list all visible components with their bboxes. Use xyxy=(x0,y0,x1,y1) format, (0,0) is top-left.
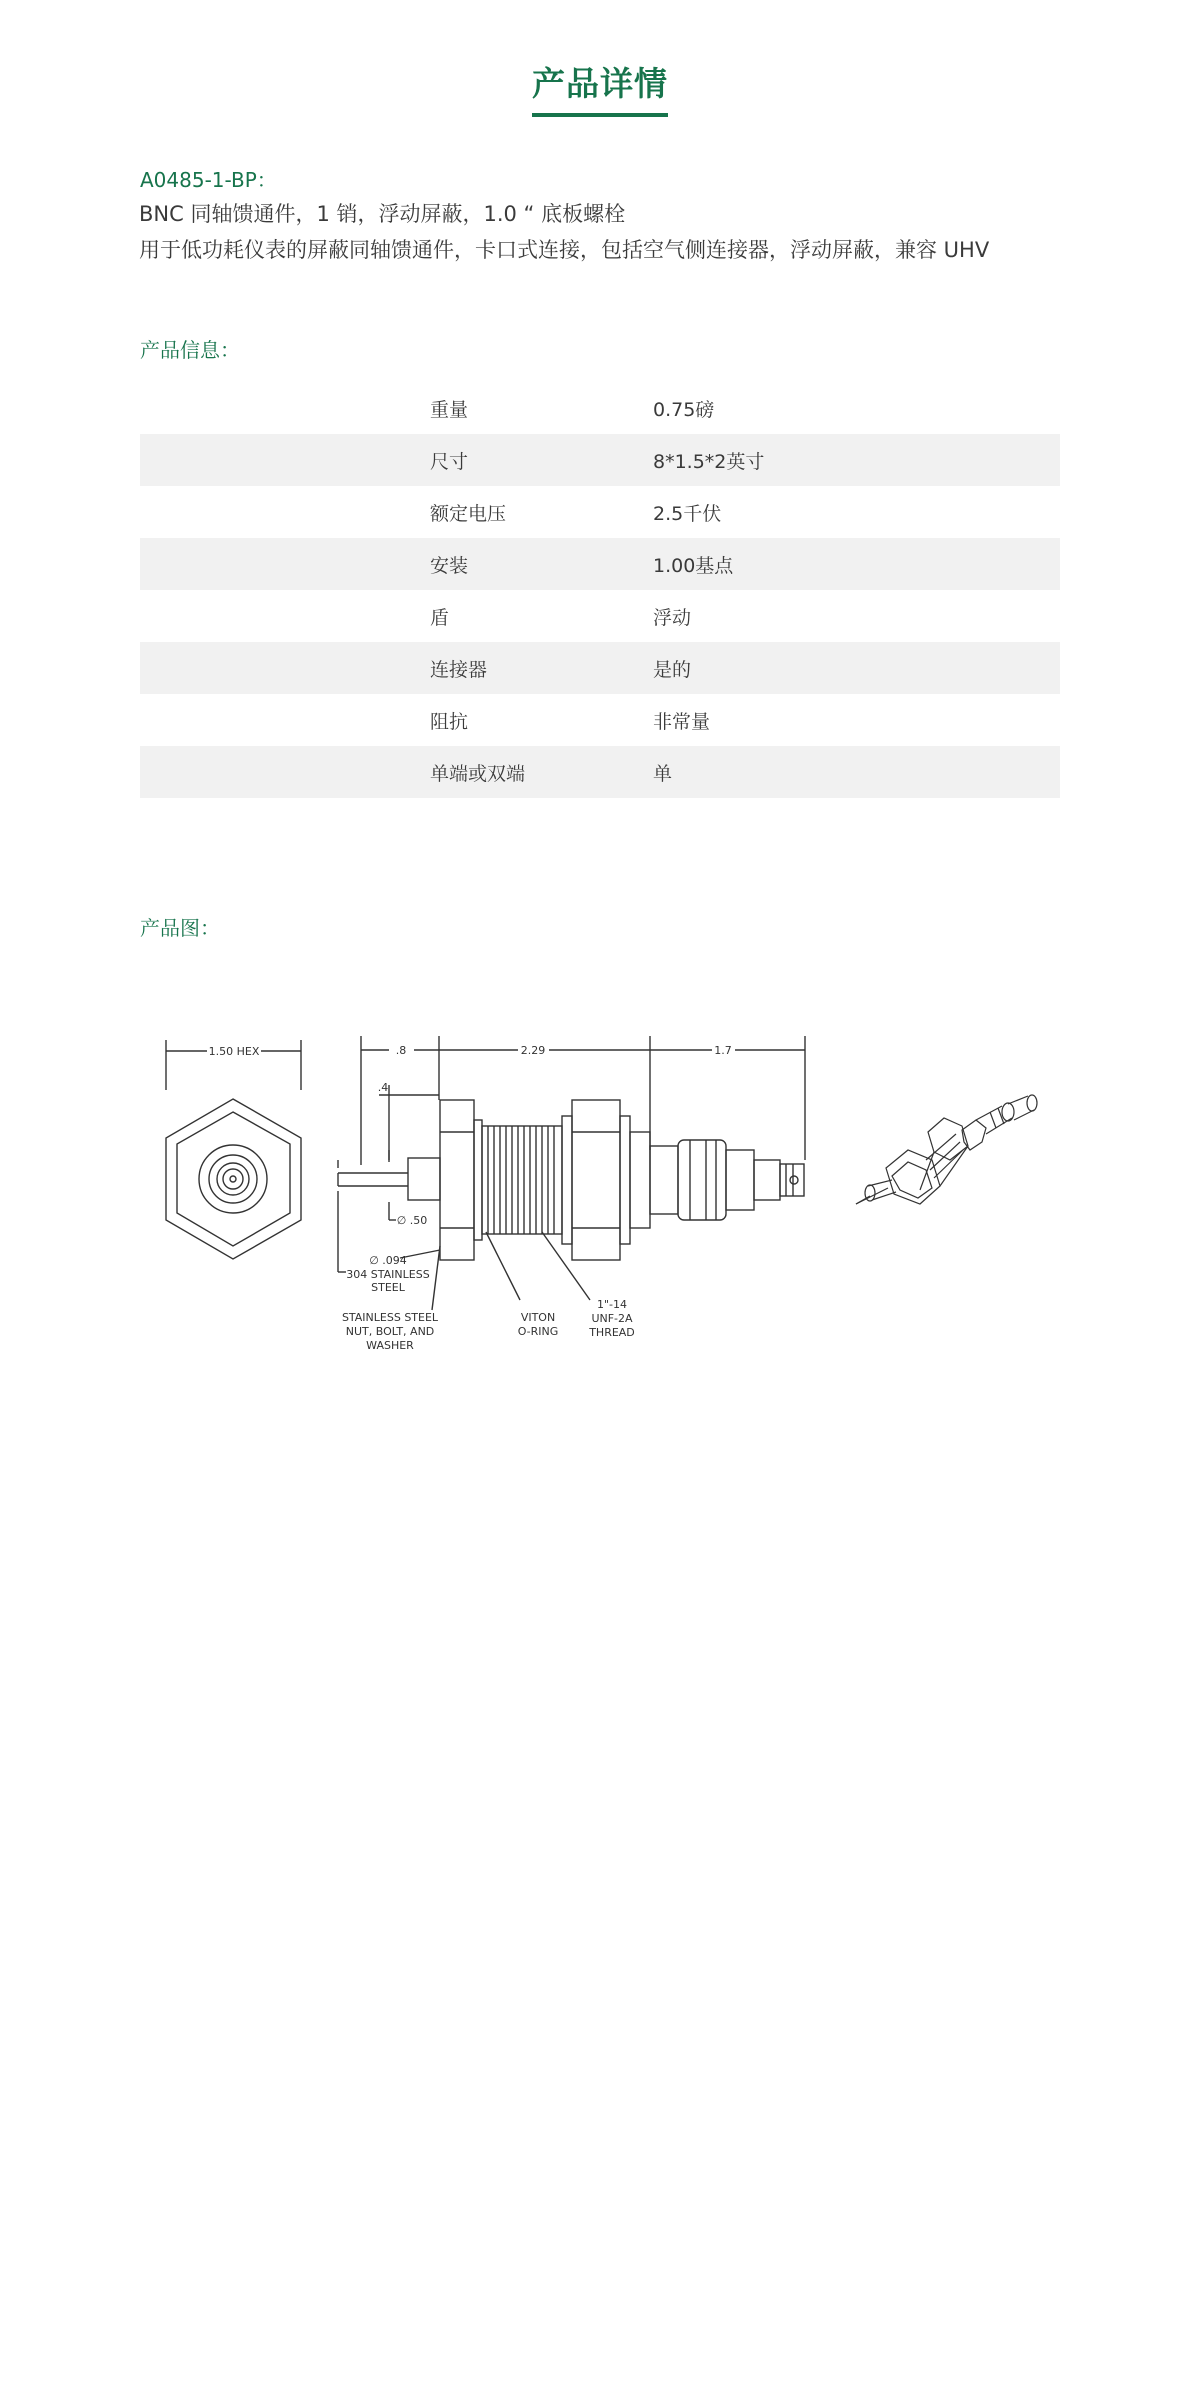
spec-row-impedance xyxy=(140,694,1060,746)
spec-value: 浮动 xyxy=(653,606,692,629)
spec-value: 非常量 xyxy=(653,710,711,733)
nut-label-line1: STAINLESS STEEL xyxy=(341,1311,439,1324)
dim-pin-label: ∅ .094 xyxy=(369,1254,407,1267)
product-drawing xyxy=(150,1010,1050,1360)
spec-row-shield xyxy=(140,590,1060,642)
dim-c-label: 1.7 xyxy=(714,1044,732,1057)
dim-d-label: .4 xyxy=(377,1081,389,1094)
pin-material-line2: STEEL xyxy=(371,1281,405,1294)
spec-key: 额定电压 xyxy=(430,502,507,525)
thread-label-line2: UNF-2A xyxy=(591,1312,633,1325)
spec-key: 单端或双端 xyxy=(430,762,526,785)
nut-label-line2: NUT, BOLT, AND xyxy=(345,1325,435,1338)
spec-row-connector xyxy=(140,642,1060,694)
technical-drawing xyxy=(150,1010,1050,1360)
spec-value: 2.5千伏 xyxy=(653,502,722,525)
spec-row-ended xyxy=(140,746,1060,798)
dim-hex-label: 1.50 HEX xyxy=(208,1045,260,1058)
product-description-line2: 用于低功耗仪表的屏蔽同轴馈通件，卡口式连接，包括空气侧连接器，浮动屏蔽，兼容 UHV xyxy=(139,238,990,262)
spec-value: 0.75磅 xyxy=(653,398,715,421)
spec-key: 安装 xyxy=(430,554,469,577)
dim-b-label: 2.29 xyxy=(520,1044,546,1057)
isometric-view xyxy=(856,1095,1037,1204)
product-info-label: 产品信息： xyxy=(140,338,240,362)
page-title-wrap xyxy=(0,58,1200,117)
dim-a-label: .8 xyxy=(395,1044,407,1057)
page-title: 产品详情 xyxy=(532,58,668,117)
nut-label-line3: WASHER xyxy=(366,1339,414,1352)
spec-row-mounting xyxy=(140,538,1060,590)
spec-value: 是的 xyxy=(653,658,692,681)
dim-pin-dia-label: ∅ .50 xyxy=(396,1214,428,1227)
hex-front-view xyxy=(166,1040,301,1259)
oring-label-line1: VITON xyxy=(520,1311,556,1324)
spec-key: 重量 xyxy=(430,398,469,421)
spec-key: 连接器 xyxy=(430,658,488,681)
thread-label-line3: THREAD xyxy=(589,1326,635,1339)
spec-table xyxy=(140,382,1060,798)
spec-key: 盾 xyxy=(430,606,450,629)
spec-key: 尺寸 xyxy=(430,450,469,473)
spec-row-weight xyxy=(140,382,1060,434)
oring-label-line2: O-RING xyxy=(517,1325,559,1338)
product-model: A0485-1-BP： xyxy=(140,168,277,192)
spec-value: 单 xyxy=(653,762,673,785)
spec-value: 8*1.5*2英寸 xyxy=(653,450,765,473)
thread-label-line1: 1"-14 xyxy=(596,1298,628,1311)
spec-key: 阻抗 xyxy=(430,710,469,733)
spec-row-voltage xyxy=(140,486,1060,538)
product-diagram-label: 产品图： xyxy=(140,916,220,940)
product-description-line1: BNC 同轴馈通件，1 销，浮动屏蔽，1.0 “ 底板螺栓 xyxy=(139,202,626,226)
spec-value: 1.00基点 xyxy=(653,554,734,577)
spec-row-size xyxy=(140,434,1060,486)
pin-material-line1: 304 STAINLESS xyxy=(346,1268,430,1281)
